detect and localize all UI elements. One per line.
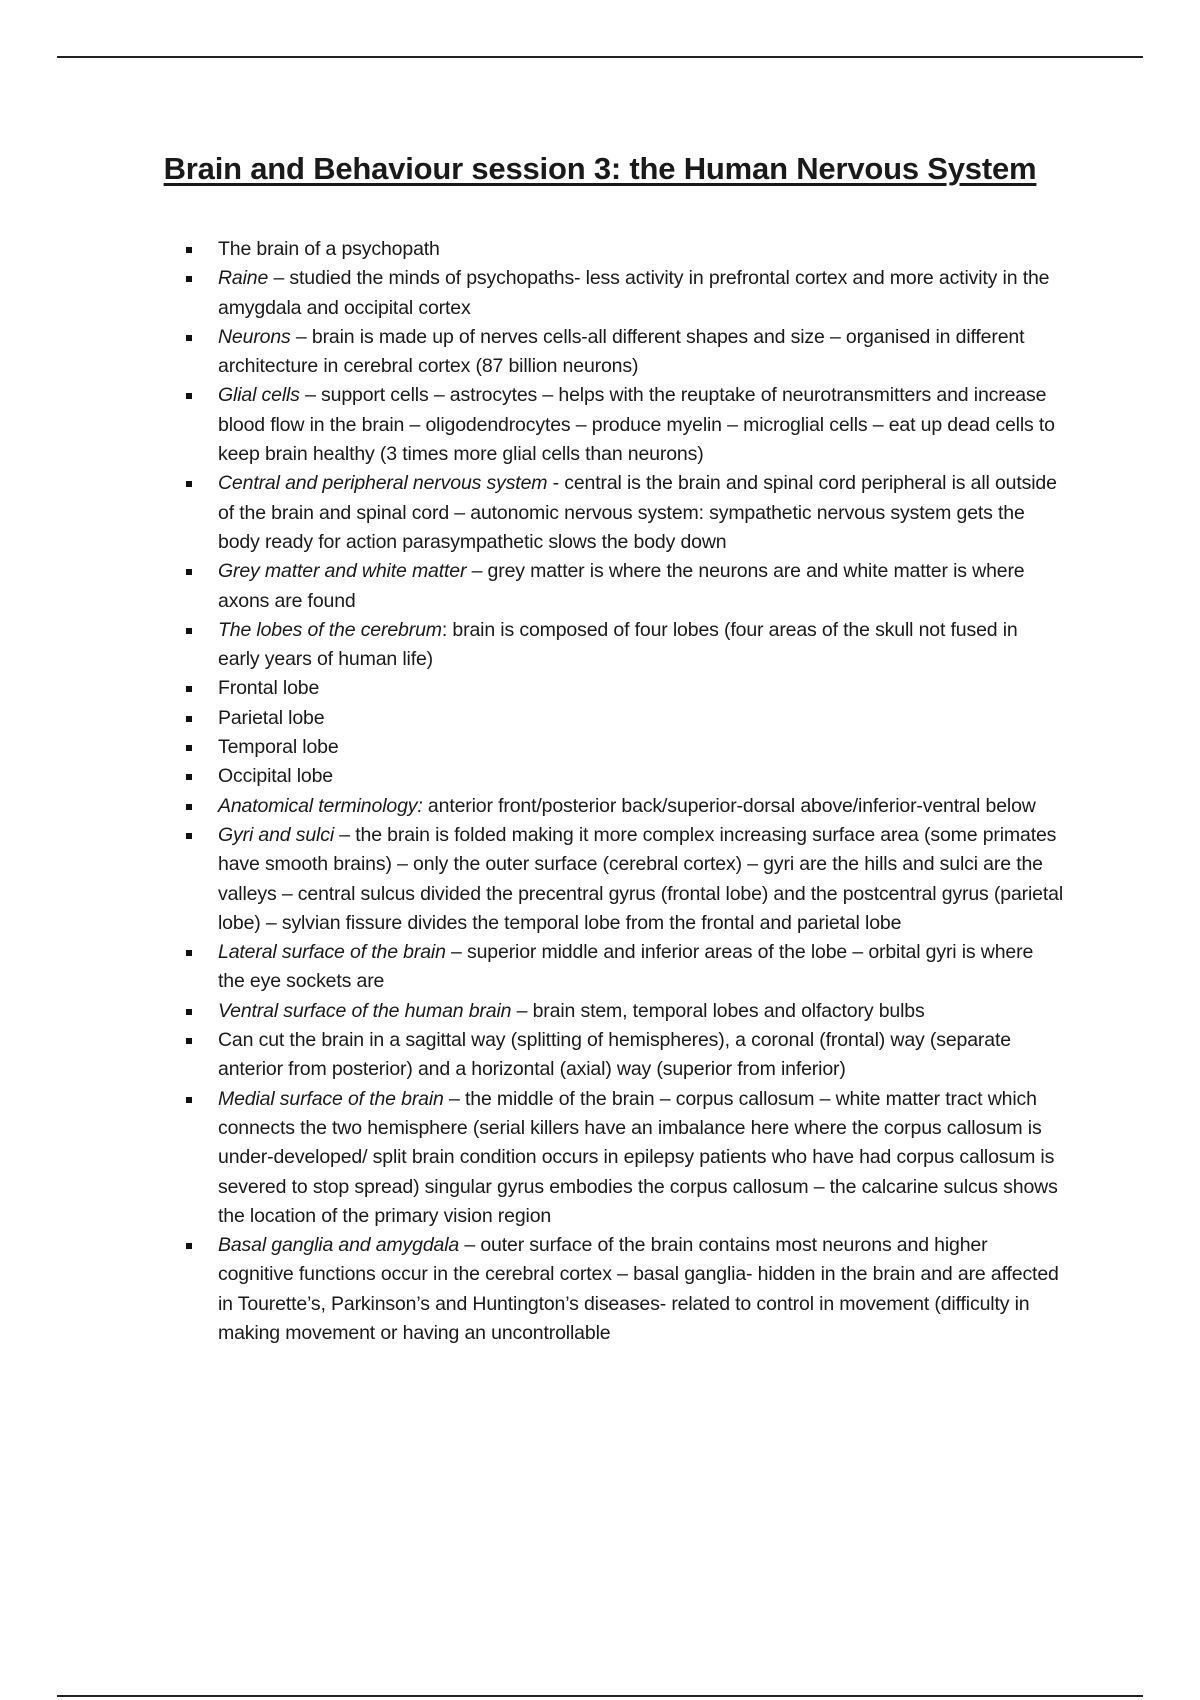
- square-bullet-icon: [186, 276, 192, 282]
- list-item: [218, 997, 1064, 1026]
- item-text: – the brain is folded making it more complex increasing surface area (some primates have smooth brains) – only the outer surface (cerebral cortex) – gyri are the hills and sulci are the valleys – central sulcus divided the precentral gyrus (frontal lobe) and the postcentral gyrus (parietal lobe) – sylvian fissure divides the temporal lobe from the frontal and parietal lobe: [218, 823, 1064, 934]
- square-bullet-icon: [186, 774, 192, 780]
- list-item: [218, 381, 1064, 469]
- item-text: – outer surface of the brain contains most neurons and higher cognitive functions occur in the cerebral cortex – basal ganglia- hidden in the brain and are affected in Tourette’s, Parkinson’s and Huntington’s diseases- related to control in movement (difficulty in making movement or having an uncontrollable: [218, 1234, 1059, 1344]
- square-bullet-icon: [186, 1097, 192, 1103]
- square-bullet-icon: [186, 950, 192, 956]
- square-bullet-icon: [186, 1038, 192, 1044]
- list-item: [218, 762, 1064, 791]
- item-term: Medial surface of the brain: [218, 1087, 444, 1110]
- list-item: [218, 323, 1064, 382]
- item-term: The lobes of the cerebrum: [218, 618, 442, 641]
- page-title: Brain and Behaviour session 3: the Human Nervous System: [163, 151, 1037, 186]
- item-term: Grey matter and white matter: [218, 560, 467, 583]
- list-item: [218, 792, 1064, 821]
- square-bullet-icon: [186, 628, 192, 634]
- item-term: Lateral surface of the brain: [218, 941, 446, 964]
- square-bullet-icon: [186, 1009, 192, 1015]
- square-bullet-icon: [186, 481, 192, 487]
- list-item: [218, 733, 1064, 762]
- header-rule: [57, 56, 1143, 58]
- list-item: [218, 821, 1064, 938]
- bullet-list: [218, 235, 1064, 1348]
- square-bullet-icon: [186, 393, 192, 399]
- item-text: The brain of a psychopath: [218, 238, 440, 260]
- item-text: – studied the minds of psychopaths- less activity in prefrontal cortex and more activity in the amygdala and occipital cortex: [218, 267, 1050, 319]
- item-text: Occipital lobe: [218, 765, 333, 788]
- square-bullet-icon: [186, 569, 192, 575]
- footer-rule: [57, 1695, 1143, 1697]
- item-text: – brain is made up of nerves cells-all different shapes and size – organised in different architecture in cerebral cortex (87 billion neurons): [218, 325, 1025, 378]
- item-term: Basal ganglia and amygdala: [218, 1234, 460, 1257]
- list-item: [218, 704, 1064, 733]
- square-bullet-icon: [186, 716, 192, 722]
- item-term: Gyri and sulci: [218, 823, 335, 846]
- square-bullet-icon: [186, 804, 192, 810]
- item-text: – brain stem, temporal lobes and olfactory bulbs: [511, 999, 925, 1022]
- item-text: – superior middle and inferior areas of the lobe – orbital gyri is where the eye sockets are: [218, 941, 1034, 993]
- list-item: [218, 469, 1064, 557]
- item-text: Parietal lobe: [218, 706, 325, 729]
- item-text: – the middle of the brain – corpus callosum – white matter tract which connects the two hemisphere (serial killers have an imbalance here where the corpus callosum is under-developed/ split brain condition occurs in epilepsy patients who have had corpus callosum is severed to stop spread) singular gyrus embodies the corpus callosum – the calcarine sulcus shows the location of the primary vision region: [218, 1087, 1058, 1227]
- square-bullet-icon: [186, 335, 192, 341]
- item-text: Temporal lobe: [218, 736, 339, 759]
- item-text: – support cells – astrocytes – helps with the reuptake of neurotransmitters and increase blood flow in the brain – oligodendrocytes – produce myelin – microglial cells – eat up dead cells to keep brain healthy (3 times more glial cells than neurons): [218, 384, 1055, 466]
- list-item: [218, 938, 1064, 997]
- item-term: Ventral surface of the human brain: [218, 999, 512, 1022]
- list-item: [218, 1026, 1064, 1085]
- item-text: Can cut the brain in a sagittal way (splitting of hemispheres), a coronal (frontal) way (separate anterior from posterior) and a horizontal (axial) way (superior from inferior): [218, 1029, 1011, 1081]
- square-bullet-icon: [186, 1243, 192, 1249]
- square-bullet-icon: [186, 686, 192, 692]
- list-item: [218, 616, 1064, 675]
- list-item: [218, 674, 1064, 703]
- item-term: Anatomical terminology:: [218, 794, 423, 817]
- list-item: [218, 235, 1064, 264]
- list-item: [218, 264, 1064, 323]
- item-text: : brain is composed of four lobes (four areas of the skull not fused in early years of human life): [218, 618, 1018, 671]
- list-item: [218, 1085, 1064, 1231]
- item-term: Neurons: [218, 325, 291, 348]
- square-bullet-icon: [186, 833, 192, 839]
- item-text: anterior front/posterior back/superior-dorsal above/inferior-ventral below: [422, 794, 1036, 817]
- item-text: Frontal lobe: [218, 677, 320, 700]
- item-text: – grey matter is where the neurons are and white matter is where axons are found: [218, 560, 1025, 612]
- square-bullet-icon: [186, 247, 192, 253]
- square-bullet-icon: [186, 745, 192, 751]
- item-term: Raine: [218, 267, 269, 290]
- item-term: Glial cells: [218, 384, 300, 407]
- item-text: - central is the brain and spinal cord peripheral is all outside of the brain and spinal cord – autonomic nervous system: sympathetic nervous system gets the body ready for action parasympathetic slows the body down: [218, 472, 1057, 553]
- list-item: [218, 1231, 1064, 1348]
- list-item: [218, 557, 1064, 616]
- item-term: Central and peripheral nervous system: [218, 472, 548, 495]
